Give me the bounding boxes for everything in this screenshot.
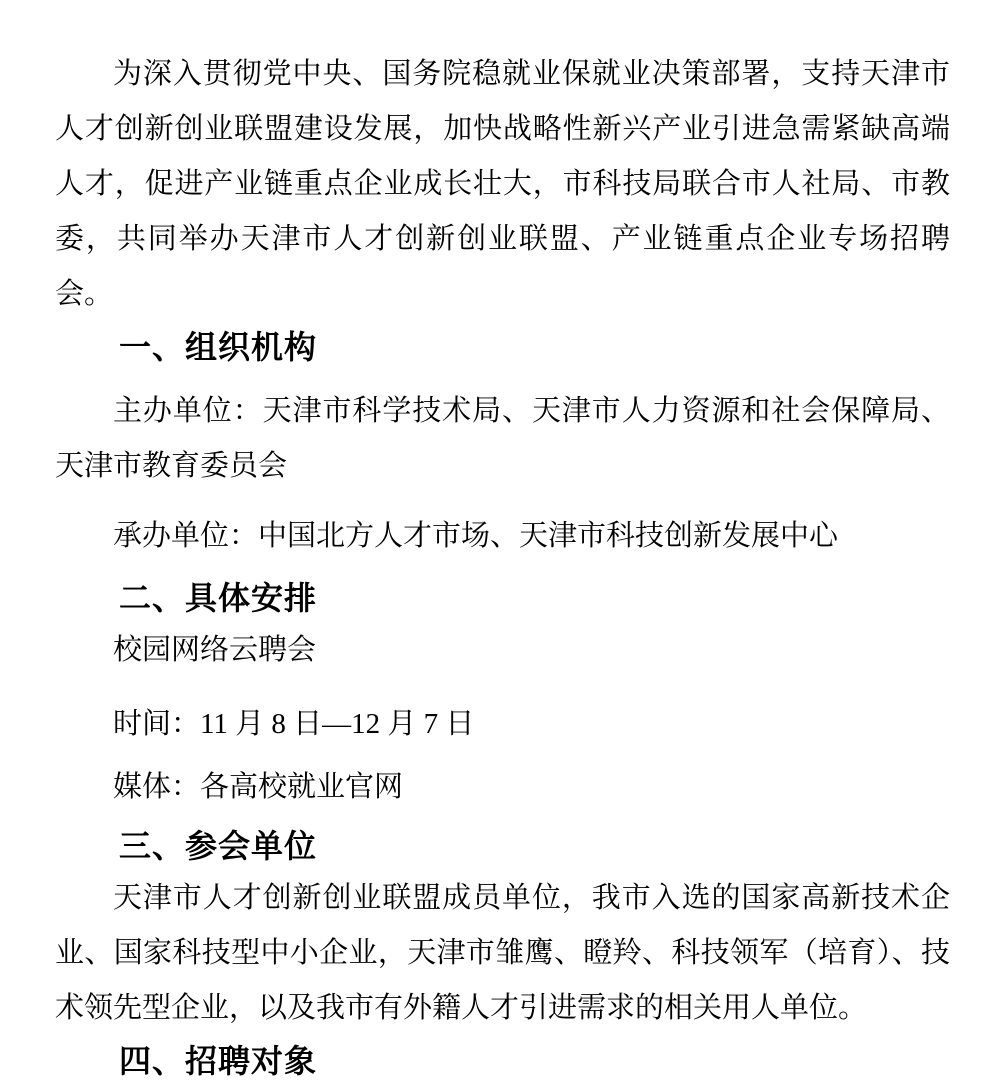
event-name-line: 校园网络云聘会 xyxy=(113,634,317,666)
section-heading-arrangements: 二、具体安排 xyxy=(119,580,318,616)
organizer-unit-line: 承办单位：中国北方人才市场、天津市科技创新发展中心 xyxy=(113,520,839,552)
participants-paragraph: 天津市人才创新创业联盟成员单位，我市入选的国家高新技术企业、国家科技型中小企业，天津市雏鹰、瞪羚、科技领军（培育）、技术领先型企业，以及我市有外籍人才引进需求的相关用人单位。 xyxy=(55,882,950,1024)
section-heading-recruitment-targets: 四、招聘对象 xyxy=(119,1043,318,1079)
section-heading-organization: 一、组织机构 xyxy=(119,329,318,365)
section-heading-participants: 三、参会单位 xyxy=(119,828,318,864)
host-unit-line: 主办单位：天津市科学技术局、天津市人力资源和社会保障局、天津市教育委员会 xyxy=(55,395,950,482)
intro-paragraph: 为深入贯彻党中央、国务院稳就业保就业决策部署，支持天津市人才创新创业联盟建设发展，加快战略性新兴产业引进急需紧缺高端人才，促进产业链重点企业成长壮大，市科技局联合市人社局、市教委，共同举办天津市人才创新创业联盟、产业链重点企业专场招聘会。 xyxy=(55,58,950,310)
event-time-line: 时间：11 月 8 日—12 月 7 日 xyxy=(113,708,475,740)
event-media-line: 媒体：各高校就业官网 xyxy=(113,771,404,803)
